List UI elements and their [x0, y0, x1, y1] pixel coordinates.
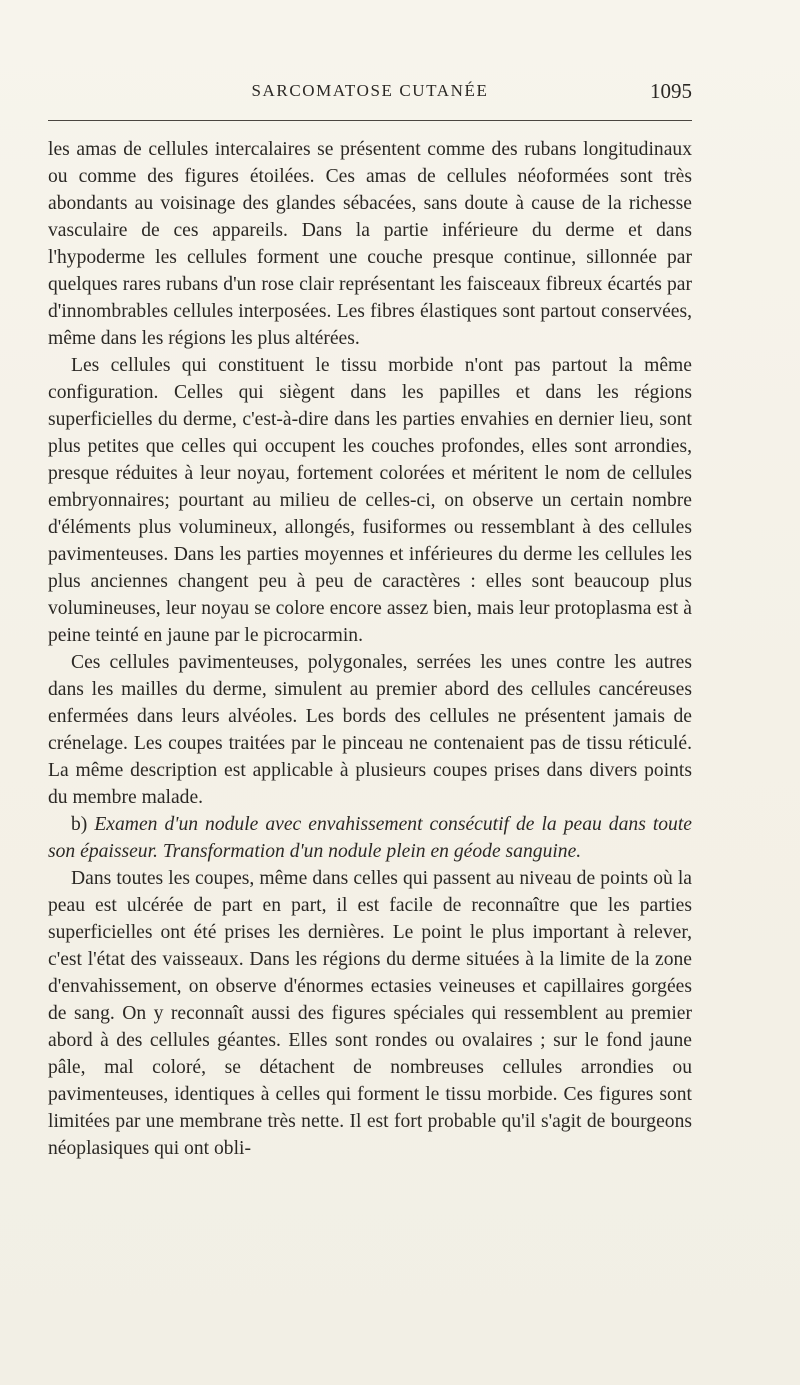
- section-heading: [48, 811, 692, 865]
- section-title: Examen d'un nodule avec envahissement consécutif de la peau dans toute son épaisseur. Transformation d'un nodule plein en géode sanguine.: [48, 814, 692, 862]
- running-head: [48, 76, 692, 106]
- running-title: SARCOMATOSE CUTANÉE: [251, 81, 489, 100]
- section-marker: b): [71, 814, 88, 835]
- header-rule: [48, 120, 692, 121]
- paragraph-1: les amas de cellules intercalaires se présentent comme des rubans longitudinaux ou comme des figures étoilées. Ces amas de cellules néoformées sont très abondants au voisinage des glandes sébacées, sans doute à cause de la richesse vasculaire de ces appareils. Dans la partie inférieure du derme et dans l'hypoderme les cellules forment une couche presque continue, sillonnée par quelques rares rubans d'un rose clair représentant les faisceaux fibreux écartés par d'innombrables cellules interposées. Les fibres élastiques sont partout conservées, même dans les régions les plus altérées.: [48, 139, 692, 349]
- body-text: [48, 136, 692, 1162]
- paragraph-3: Ces cellules pavimenteuses, polygonales, serrées les unes contre les autres dans les mailles du derme, simulent au premier abord des cellules cancéreuses enfermées dans leurs alvéoles. Les bords des cellules ne présentent jamais de crénelage. Les coupes traitées par le pinceau ne contenaient pas de tissu réticulé. La même description est applicable à plusieurs coupes prises dans divers points du membre malade.: [48, 652, 692, 808]
- paragraph-4: Dans toutes les coupes, même dans celles qui passent au niveau de points où la peau est ulcérée de part en part, il est facile de reconnaître que les parties superficielles ont été prises les dernières. Le point le plus important à relever, c'est l'état des vaisseaux. Dans les régions du derme situées à la limite de la zone d'envahissement, on observe d'énormes ectasies veineuses et capillaires gorgées de sang. On y reconnaît aussi des figures spéciales qui ressemblent au premier abord à des cellules géantes. Elles sont rondes ou ovalaires ; sur le fond jaune pâle, mal coloré, se détachent de nombreuses cellules arrondies ou pavimenteuses, identiques à celles qui forment le tissu morbide. Ces figures sont limitées par une membrane très nette. Il est fort probable qu'il s'agit de bourgeons néoplasiques qui ont obli-: [48, 868, 692, 1159]
- paragraph-2: Les cellules qui constituent le tissu morbide n'ont pas partout la même configuration. Celles qui siègent dans les papilles et dans les régions superficielles du derme, c'est-à-dire dans les parties envahies en dernier lieu, sont plus petites que celles qui occupent les couches profondes, elles sont arrondies, presque réduites à leur noyau, fortement colorées et méritent le nom de cellules embryonnaires; pourtant au milieu de celles-ci, on observe un certain nombre d'éléments plus volumineux, allongés, fusiformes ou ressemblant à des cellules pavimenteuses. Dans les parties moyennes et inférieures du derme les cellules les plus anciennes changent peu à peu de caractères : elles sont beaucoup plus volumineuses, leur noyau se colore encore assez bien, mais leur protoplasma est à peine teinté en jaune par le picrocarmin.: [48, 355, 692, 646]
- page-number: 1095: [650, 79, 692, 103]
